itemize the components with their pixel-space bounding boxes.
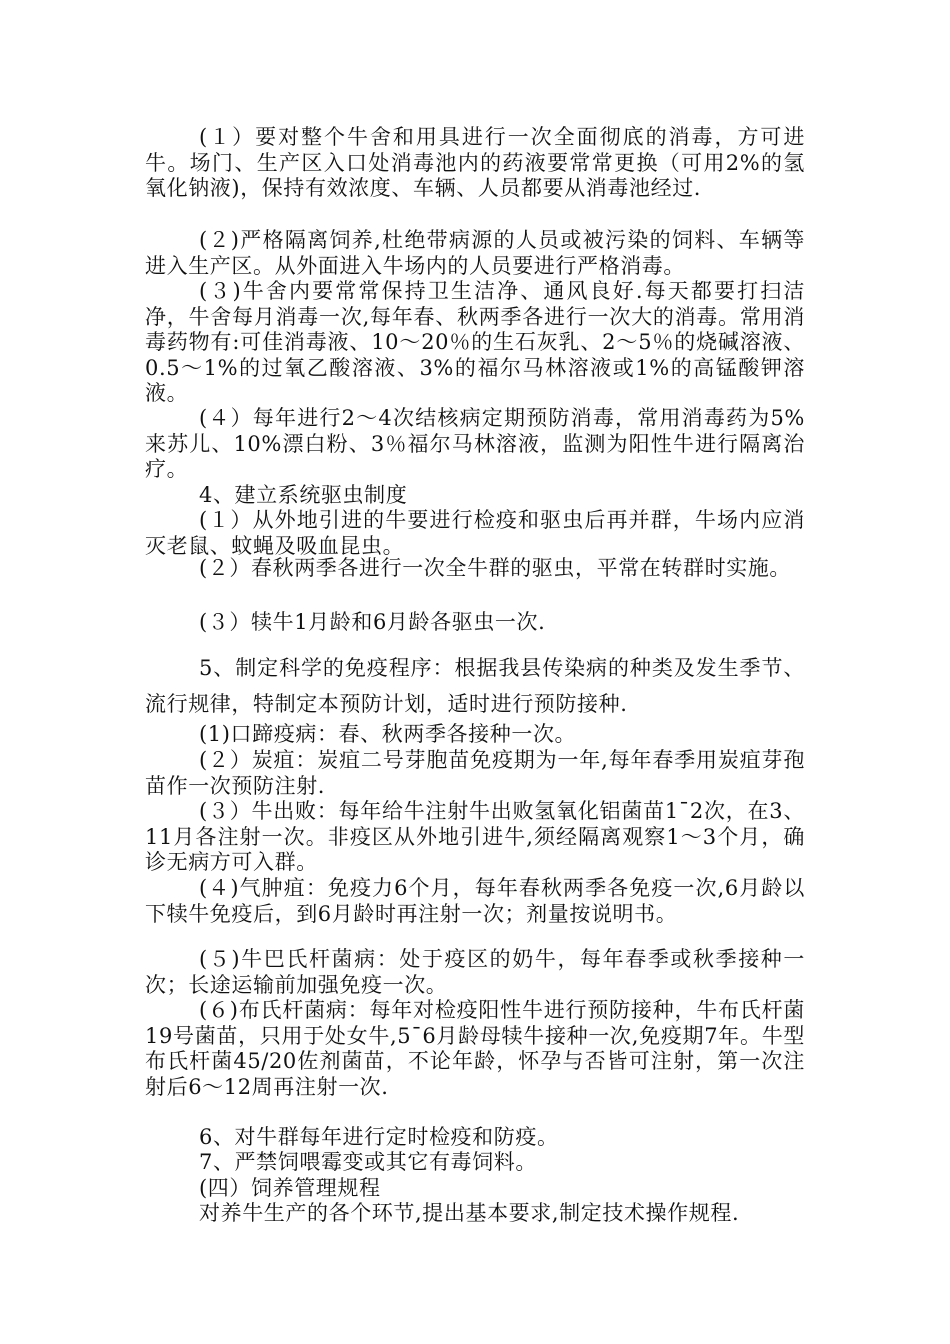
heading-feeding-rules: (四）饲养管理规程: [199, 1176, 381, 1200]
paragraph-disinfection-4: (４）每年进行2～4次结核病定期预防消毒，常用消毒药为5%来苏儿、10%漂白粉、3％福尔马林溶液，监测为阳性牛进行隔离治疗。: [145, 406, 805, 481]
paragraph-disinfection-2: (２)严格隔离饲养,杜绝带病源的人员或被污染的饲料、车辆等进入生产区。从外面进入牛场内的人员要进行严格消毒。: [145, 228, 805, 278]
paragraph-item-7: 7、严禁饲喂霉变或其它有毒饲料。: [199, 1150, 537, 1174]
paragraph-immunization-5: (５)牛巴氏杆菌病：处于疫区的奶牛，每年春季或秋季接种一次；长途运输前加强免疫一次。: [145, 947, 805, 997]
paragraph-immunization-3: (３）牛出败：每年给牛注射牛出败氢氧化铝菌苗1¯2次，在3、11月各注射一次。非疫区从外地引进牛,须经隔离观察1～3个月，确诊无病方可入群。: [145, 799, 805, 874]
paragraph-immunization-2: (２）炭疽：炭疽二号芽胞苗免疫期为一年,每年春季用炭疽芽孢苗作一次预防注射.: [145, 748, 805, 798]
paragraph-deworming-2: (２）春秋两季各进行一次全牛群的驱虫，平常在转群时实施。: [199, 556, 791, 580]
heading-deworming: 4、建立系统驱虫制度: [199, 483, 408, 507]
paragraph-immunization-6: (６)布氏杆菌病：每年对检疫阳性牛进行预防接种，牛布氏杆菌19号菌苗，只用于处女牛,5¯6月龄母犊牛接种一次,免疫期7年。牛型布氏杆菌45/20佐剂菌苗，不论年龄，怀孕与否皆可注射，第一次注射后6～12周再注射一次.: [145, 998, 805, 1099]
heading-immunization: 5、制定科学的免疫程序：根据我县传染病的种类及发生季节、流行规律，特制定本预防计划，适时进行预防接种.: [145, 656, 805, 716]
paragraph-feeding-rules: 对养牛生产的各个环节,提出基本要求,制定技术操作规程.: [199, 1201, 740, 1225]
paragraph-immunization-4: (４)气肿疽：免疫力6个月，每年春秋两季各免疫一次,6月龄以下犊牛免疫后，到6月龄时再注射一次；剂量按说明书。: [145, 876, 805, 926]
paragraph-immunization-1: (1)口蹄疫病：春、秋两季各接种一次。: [199, 722, 577, 746]
paragraph-disinfection-1: (１）要对整个牛舍和用具进行一次全面彻底的消毒，方可进牛。场门、生产区入口处消毒池内的药液要常常更换（可用2%的氢氧化钠液)，保持有效浓度、车辆、人员都要从消毒池经过.: [145, 125, 805, 200]
paragraph-deworming-1: (１）从外地引进的牛要进行检疫和驱虫后再并群，牛场内应消灭老鼠、蚊蝇及吸血昆虫。: [145, 508, 805, 558]
paragraph-deworming-3: (３）犊牛1月龄和6月龄各驱虫一次.: [199, 610, 546, 634]
paragraph-disinfection-3: (３)牛舍内要常常保持卫生洁净、通风良好.每天都要打扫洁净，牛舍每月消毒一次,每年春、秋两季各进行一次大的消毒。常用消毒药物有:可佳消毒液、10～20％的生石灰乳、2～5％的烧碱溶液、0.5～1%的过氧乙酸溶液、3%的福尔马林溶液或1%的高锰酸钾溶液。: [145, 279, 805, 405]
paragraph-item-6: 6、对牛群每年进行定时检疫和防疫。: [199, 1125, 559, 1149]
